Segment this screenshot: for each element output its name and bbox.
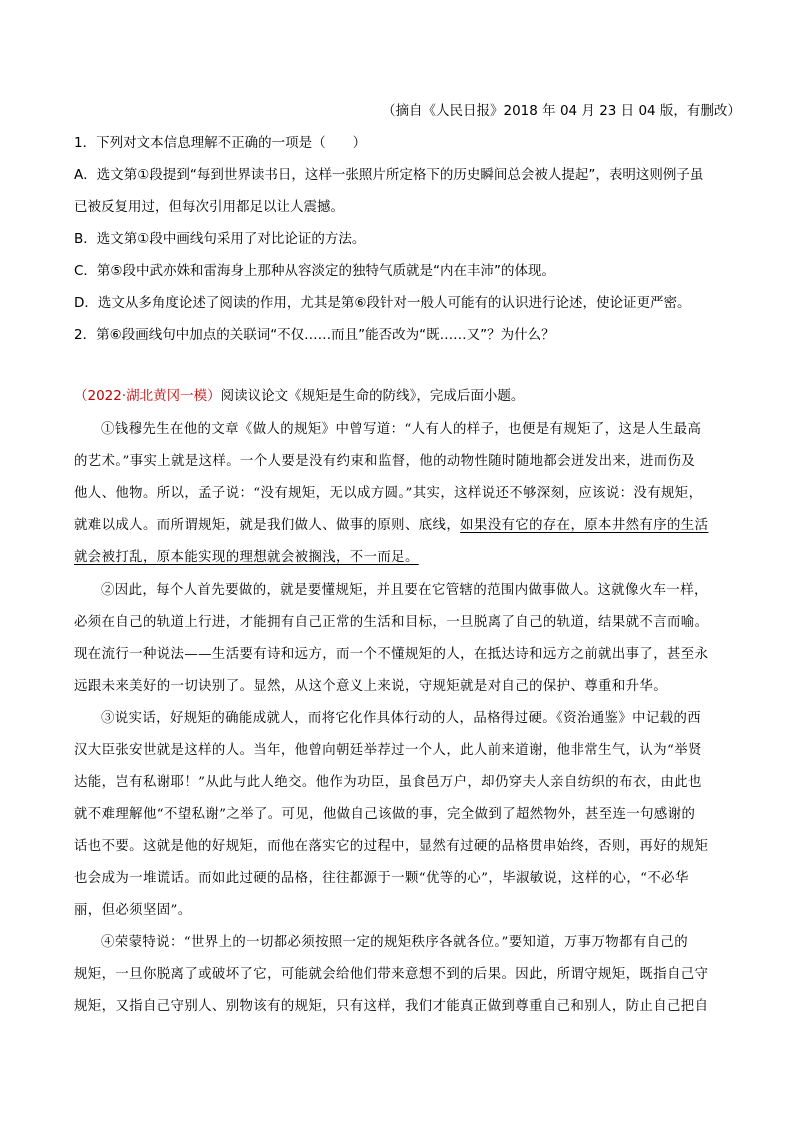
- passage-line: 规矩，又指自己守别人、别物该有的规矩，只有这样，我们才能真正做到尊重自己和别人，防止自己把自: [74, 999, 709, 1014]
- passage-line: [74, 548, 419, 568]
- passage-heading: [74, 386, 524, 406]
- passage-line: 他人、他物。所以，孟子说：“没有规矩，无以成方圆。”其实，这样说还不够深刻，应该说：没有规矩，: [74, 486, 703, 501]
- question-1: 1．下列对文本信息理解不正确的一项是（ ）: [74, 135, 367, 151]
- passage-line: 汉大臣张安世就是这样的人。当年，他曾向朝廷举荐过一个人，此人前来道谢，他非常生气，认为“举贤: [74, 743, 702, 758]
- passage-line: 也会成为一堆谎话。而如此过硬的品格，往往都源于一颗“优等的心”，毕淑敏说，这样的心，“不必华: [74, 871, 689, 886]
- source-tag: （2022·湖北黄冈一模）: [74, 388, 221, 404]
- passage-intro: 阅读议论文《规矩是生命的防线》，完成后面小题。: [220, 388, 525, 404]
- passage-line: 达能，岂有私谢耶！”从此与此人绝交。他作为功臣，虽食邑万户，却仍穿夫人亲自纺织的布衣，由此也: [74, 775, 702, 790]
- passage-line: ④荣蒙特说：“世界上的一切都必须按照一定的规矩秩序各就各位。”要知道，万事万物都有自己的: [101, 935, 688, 950]
- passage-line: ②因此，每个人首先要做的，就是要懂规矩，并且要在它管辖的范围内做事做人。这就像火车一样，: [101, 583, 708, 598]
- passage-line: 必须在自己的轨道上行进，才能拥有自己正常的生活和目标，一旦脱离了自己的轨道，结果就不言而喻。: [74, 615, 709, 630]
- question-2: 2．第⑥段画线句中加点的关联词“不仅……而且”能否改为“既……又”？为什么？: [74, 327, 555, 343]
- passage-text: 就难以成人。而所谓规矩，就是我们做人、做事的原则、底线，: [74, 518, 461, 533]
- option-c: C．第⑤段中武亦姝和雷海身上那种从容淡定的独特气质就是“内在丰沛”的体现。: [74, 263, 556, 279]
- source-note: （摘自《人民日报》2018 年 04 月 23 日 04 版，有删改）: [382, 103, 741, 119]
- passage-line: 就不难理解他“不望私谢”之举了。可见，他做自己该做的事，完全做到了超然物外，甚至连一句感谢的: [74, 807, 696, 822]
- option-a-line-2: 已被反复用过，但每次引用都足以让人震撼。: [74, 199, 344, 215]
- passage-line: 话也不要。这就是他的好规矩，而他在落实它的过程中，显然有过硬的品格贯串始终，否则，再好的规矩: [74, 839, 709, 854]
- underlined-sentence: 如果没有它的存在，原本井然有序的生活: [460, 518, 709, 533]
- option-d: D．选文从多角度论述了阅读的作用，尤其是第⑥段针对一般人可能有的认识进行论述，使论证更严密。: [74, 295, 691, 311]
- option-a-line-1: A．选文第①段提到“每到世界读书日，这样一张照片所定格下的历史瞬间总会被人提起”，表明这则例子虽: [74, 167, 704, 183]
- passage-line: 的艺术。”事实上就是这样。一个人要是没有约束和监督，他的动物性随时随地都会迸发出来，进而伤及: [74, 454, 696, 469]
- underlined-sentence: 就会被打乱，原本能实现的理想就会被搁浅，不一而足。: [74, 550, 419, 565]
- passage-line: 现在流行一种说法——生活要有诗和远方，而一个不懂规矩的人，在抵达诗和远方之前就出事了，甚至永: [74, 647, 709, 662]
- passage-line: [74, 516, 708, 536]
- passage-line: ①钱穆先生在他的文章《做人的规矩》中曾写道：“人有人的样子，也便是有规矩了，这是人生最高: [101, 422, 702, 437]
- passage-line: ③说实话，好规矩的确能成就人，而将它化作具体行动的人，品格得过硬。《资治通鉴》中记载的西: [101, 711, 702, 726]
- option-b: B．选文第①段中画线句采用了对比论证的方法。: [74, 231, 366, 247]
- passage-line: 丽，但必须坚固”。: [74, 903, 192, 918]
- passage-line: 规矩，一旦你脱离了或破坏了它，可能就会给他们带来意想不到的后果。因此，所谓守规矩，既指自己守: [74, 967, 709, 982]
- passage-line: 远跟未来美好的一切诀别了。显然，从这个意义上来说，守规矩就是对自己的保护、尊重和升华。: [74, 679, 667, 694]
